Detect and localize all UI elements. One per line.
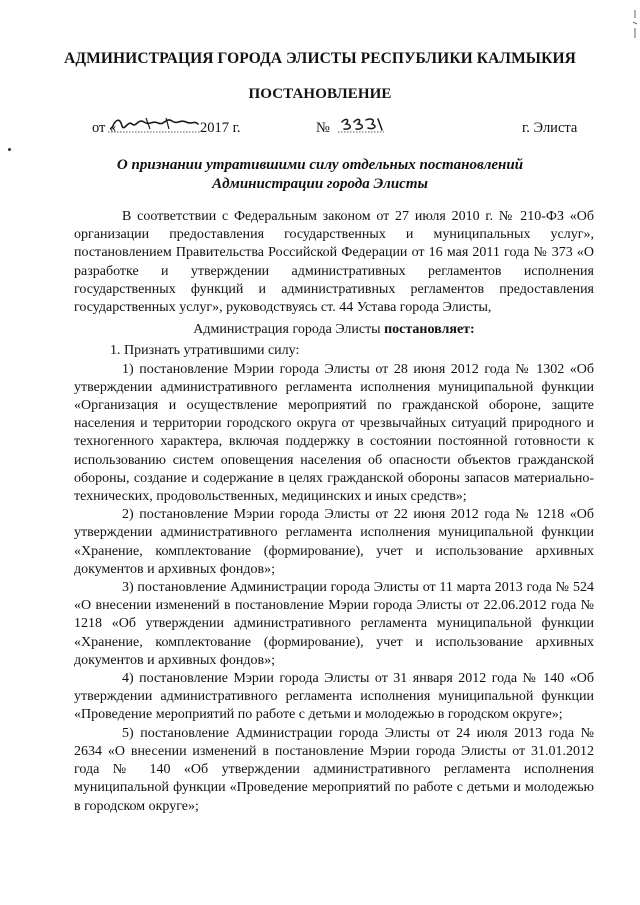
document-title — [0, 156, 640, 194]
dateline — [0, 120, 640, 142]
list-item: 1) постановление Мэрии города Элисты от 28 июня 2012 года № 1302 «Об утверждении административного регламента исполнения муниципальной функции «Организация и осуществление мероприятий по гражданской обороне, защите населения и территории городского округа от чрезвычайных ситуаций природного и техногенного характера, включая поддержку в состоянии постоянной готовности к использованию систем оповещения населения об опасности объектов гражданской обороны, создание и содержание в целях гражданской обороны запасов материально-технических, продовольственных, медицинских и иных средств»; — [74, 361, 594, 505]
handwritten-number-signature — [336, 114, 386, 136]
list-item: 5) постановление Администрации города Элисты от 24 июля 2013 года № 2634 «О внесении изменений в постановление Мэрии города Элисты от 31.01.2012 года № 140 «Об утверждении административного регламента исполнения муниципальной функции «Проведение мероприятий по работе с детьми и молодежью в городском округе»; — [74, 725, 594, 814]
resolves-prefix: Администрация города Элисты — [193, 322, 385, 338]
list-item: 4) постановление Мэрии города Элисты от 31 января 2012 года № 140 «Об утверждении административного регламента исполнения муниципальной функции «Проведение мероприятий по работе с детьми и молодежью в городском округе»; — [74, 671, 594, 723]
scan-speck — [8, 148, 11, 151]
item-1-heading: 1. Признать утратившими силу: — [110, 343, 300, 359]
document-type-heading: ПОСТАНОВЛЕНИЕ — [248, 86, 392, 102]
list-item: 2) постановление Мэрии города Элисты от 22 июня 2012 года № 1218 «Об утверждении административного регламента исполнения муниципальной функции «Хранение, комплектование (формирование), учет и использование архивных документов и архивных фондов»; — [74, 507, 594, 577]
city: г. Элиста — [522, 120, 578, 136]
preamble-paragraph: В соответствии с Федеральным законом от 27 июля 2010 г. № 210-ФЗ «Об организации предоставления государственных и муниципальных услуг», постановлением Правительства Российской Федерации от 16 мая 2011 года № 373 «О разработке и утверждении административных регламентов исполнения государственных функций и административных регламентов предоставления государственных услуг», руководствуясь ст. 44 Устава города Элисты, — [74, 209, 594, 316]
scan-edge-mark — [632, 10, 638, 40]
document-body — [74, 208, 594, 816]
resolves-keyword: постановляет: — [384, 322, 475, 338]
title-line-2: Администрации города Элисты — [212, 176, 428, 192]
date-from-label: от « — [92, 120, 117, 136]
date-year: 2017 г. — [200, 120, 241, 136]
number-label: № — [316, 120, 330, 136]
title-line-1: О признании утратившими силу отдельных постановлений — [116, 157, 524, 173]
resolves-line — [74, 321, 594, 339]
organization-heading: АДМИНИСТРАЦИЯ ГОРОДА ЭЛИСТЫ РЕСПУБЛИКИ КАЛМЫКИЯ — [64, 50, 576, 67]
handwritten-date-signature — [106, 114, 202, 136]
list-item: 3) постановление Администрации города Элисты от 11 марта 2013 года № 524 «О внесении изменений в постановление Мэрии города Элисты от 22.06.2012 года № 1218 «Об утверждении административного регламента муниципальной функции «Хранение, комплектование (формирование), учет и использование архивных документов и архивных фондов»; — [74, 580, 594, 668]
